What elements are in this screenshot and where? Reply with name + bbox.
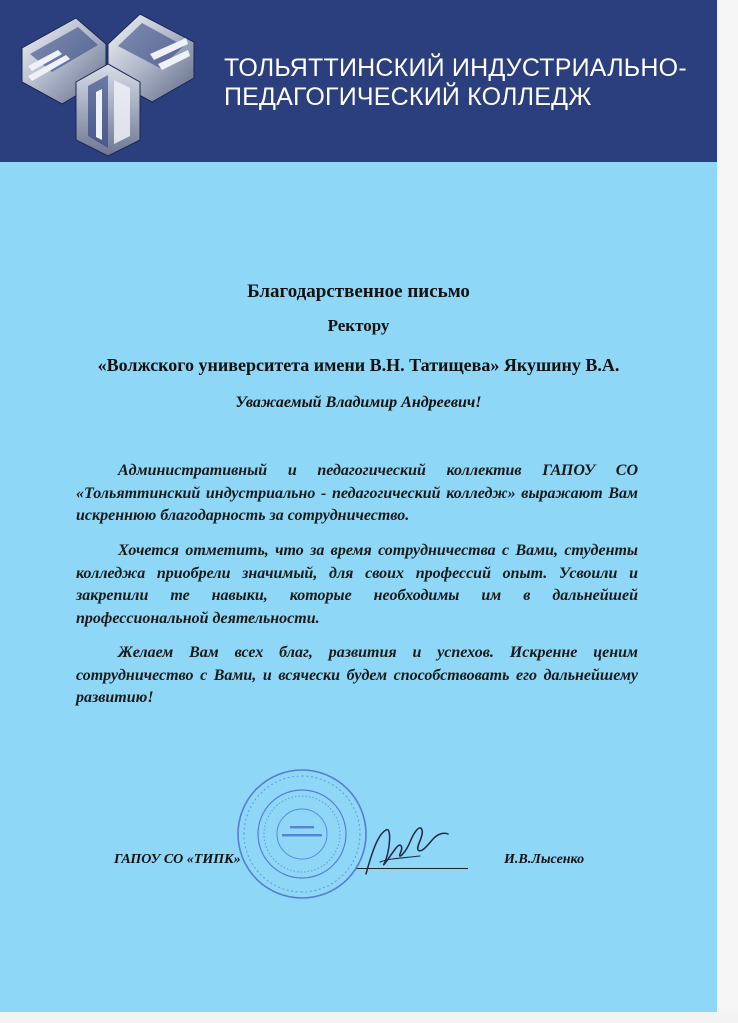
college-name-line2: ПЕДАГОГИЧЕСКИЙ КОЛЛЕДЖ — [224, 83, 592, 111]
handwritten-signature — [360, 812, 450, 882]
paragraph-3: Желаем Вам всех благ, развития и успехов. Искренне ценим сотрудничество с Вами, и всячески будем способствовать его дальнейшему развитию! — [76, 644, 638, 706]
college-name — [224, 54, 704, 112]
signature-organization: ГАПОУ СО «ТИПК» — [114, 852, 241, 867]
college-name-line1: ТОЛЬЯТТИНСКИЙ ИНДУСТРИАЛЬНО- — [224, 54, 687, 82]
addressee-line1: Ректору — [327, 316, 390, 335]
college-logo-icon — [18, 8, 196, 158]
header-band — [0, 0, 717, 162]
scan-margin-right — [717, 0, 738, 1023]
addressee-line2: «Волжского университета имени В.Н. Татищева» Якушину В.А. — [97, 355, 620, 375]
scan-margin-bottom — [0, 1012, 738, 1023]
letter-title: Благодарственное письмо — [247, 281, 470, 302]
official-stamp-icon — [234, 766, 370, 902]
paragraph-1: Административный и педагогический коллектив ГАПОУ СО «Тольяттинский индустриально - педагогический колледж» выражают Вам искреннюю благодарность за сотрудничество. — [76, 462, 638, 524]
signatory-name: И.В.Лысенко — [504, 852, 585, 867]
greeting: Уважаемый Владимир Андреевич! — [235, 394, 482, 411]
paragraph-2: Хочется отметить, что за время сотрудничества с Вами, студенты колледжа приобрели значимый, для своих профессий опыт. Усвоили и закрепили те навыки, которые необходимы им в дальнейшей профессиональной деятельности. — [76, 542, 638, 627]
